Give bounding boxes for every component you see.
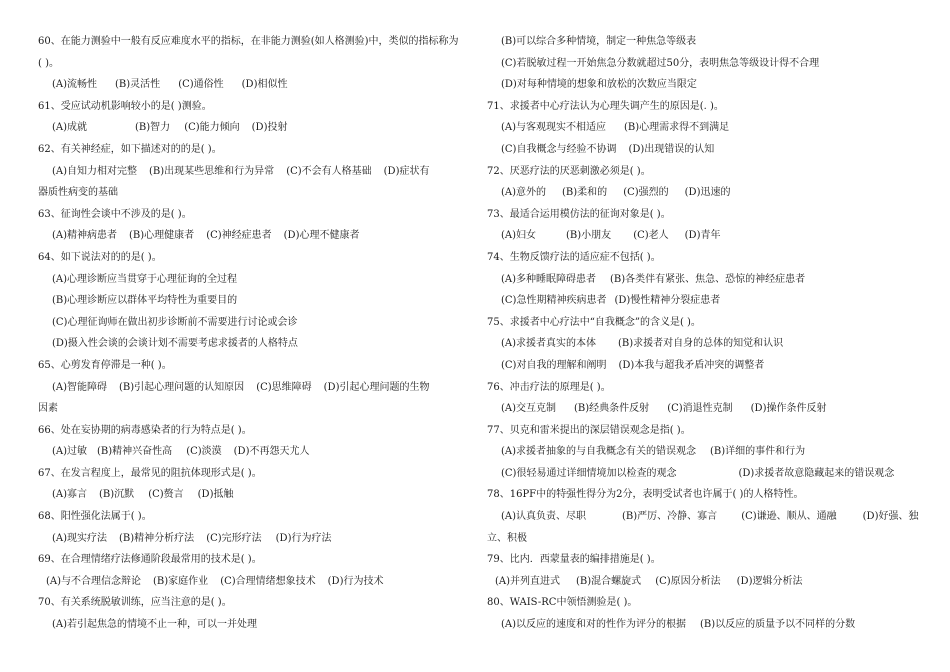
question-text: 63、征询性会谈中不涉及的是( )。 — [38, 208, 192, 220]
options-row — [38, 614, 470, 636]
options-row — [38, 484, 470, 506]
question-text: 立、积极 — [487, 532, 527, 544]
question-text: 76、冲击疗法的原理是( )。 — [487, 381, 611, 393]
option-item: (D)好强、独 — [862, 511, 919, 523]
option-item: (A)多种睡眠障碍患者 — [501, 273, 597, 285]
option-item: (C)不会有人格基础 — [286, 165, 372, 177]
question-text: 68、阳性强化法属于( )。 — [38, 511, 152, 523]
question-text: 72、厌恶疗法的厌恶刺激必须是( )。 — [487, 165, 651, 177]
option-item: (B)详细的事件和行为 — [710, 446, 806, 458]
option-item: (A)求援者抽象的与自我概念有关的错误观念 — [501, 446, 697, 458]
option-item: (A)妇女 — [501, 230, 537, 242]
options-row — [38, 269, 470, 291]
option-item: (B)精神分析疗法 — [119, 532, 195, 544]
question-text: 61、受应试动机影响较小的是( )测验。 — [38, 100, 212, 112]
option-item: (B)柔和的 — [562, 187, 608, 199]
option-item: (B)智力 — [135, 122, 171, 134]
option-item: (D)投射 — [251, 122, 288, 134]
option-item: (D)摄入性会谈的会谈计划不需要考虑求援者的人格特点 — [52, 338, 298, 350]
option-item: (C)急性期精神疾病患者 — [501, 295, 607, 307]
options-row — [487, 398, 919, 420]
option-item: (A)成就 — [52, 122, 88, 134]
option-item: (A)并列直进式 — [495, 575, 561, 587]
option-item: (B)引起心理问题的认知原因 — [119, 381, 245, 393]
option-item: (B)沉默 — [99, 489, 135, 501]
option-item: (D)操作条件反射 — [750, 403, 827, 415]
question-text: 65、心剪发育停滞是一种( )。 — [38, 359, 172, 371]
option-item: (D)行为技术 — [327, 575, 384, 587]
option-item: (D)行为疗法 — [275, 532, 332, 544]
question-text: 67、在发言程度上，最常见的阻抗体现形式是( )。 — [38, 467, 262, 479]
option-item: (C)心理征询师在做出初步诊断前不需要进行讨论或会诊 — [52, 316, 298, 328]
option-item: (B)求援者对自身的总体的知觉和认识 — [618, 338, 784, 350]
option-item: (D)逻辑分析法 — [736, 575, 803, 587]
option-item: (A)智能障碍 — [52, 381, 108, 393]
option-item: (D)青年 — [684, 230, 721, 242]
question-text: 60、在能力测验中一般有反应难度水平的指标，在非能力测验(如人格测验)中，类似的指标称为 — [38, 36, 459, 47]
option-item: (C)通俗性 — [178, 79, 224, 91]
options-row — [487, 53, 919, 75]
option-item: (D)抵触 — [197, 489, 234, 501]
option-item: (A)精神病患者 — [52, 230, 118, 242]
options-row — [38, 225, 470, 247]
options-row — [38, 74, 470, 96]
options-row — [38, 161, 470, 183]
option-item: (C)完形疗法 — [206, 532, 262, 544]
option-item: (B)出现某些思维和行为异常 — [149, 165, 275, 177]
option-item: (C)消退性克制 — [667, 403, 733, 415]
option-item: (B)混合螺旋式 — [576, 575, 642, 587]
question-text: 因素 — [38, 403, 58, 415]
option-item: (C)老人 — [633, 230, 669, 242]
options-row — [487, 182, 919, 204]
options-row — [487, 31, 919, 53]
question-text: 64、如下说法对的的是( )。 — [38, 251, 162, 263]
options-row — [487, 614, 919, 636]
option-item: (A)求援者真实的本体 — [501, 338, 597, 350]
right-column — [487, 31, 919, 636]
options-row — [38, 290, 470, 312]
option-item: (A)自知力相对完整 — [52, 165, 138, 177]
question-text: ( )。 — [38, 57, 59, 69]
question-text: 79、比内．西蒙量表的编排措施是( )。 — [487, 554, 661, 566]
options-row — [38, 377, 470, 399]
options-row — [38, 312, 470, 334]
options-row — [487, 463, 919, 485]
option-item: (B)心理需求得不到满足 — [624, 122, 730, 134]
option-item: (D)迅速的 — [684, 187, 731, 199]
question-text: 70、有关系统脱敏训练，应当注意的是( )。 — [38, 597, 232, 609]
option-item: (C)神经症患者 — [206, 230, 272, 242]
option-item: (A)寡言 — [52, 489, 88, 501]
option-item: (C)思维障碍 — [256, 381, 312, 393]
option-item: (C)自我概念与经验不协调 — [501, 143, 617, 155]
option-item: (A)交互克制 — [501, 403, 557, 415]
option-item: (C)对自我的理解和阐明 — [501, 359, 607, 371]
question-text: 75、求援者中心疗法中“自我概念”的含义是( )。 — [487, 316, 701, 328]
options-row — [38, 333, 470, 355]
question-text: 器质性病变的基础 — [38, 187, 118, 199]
options-row — [487, 139, 919, 161]
option-item: (A)意外的 — [501, 187, 547, 199]
option-item: (B)小朋友 — [566, 230, 612, 242]
options-row — [487, 269, 919, 291]
option-item: (B)严厉、冷静、寡言 — [622, 511, 718, 523]
options-row — [487, 355, 919, 377]
options-row — [487, 74, 919, 96]
options-row — [487, 117, 919, 139]
option-item: (C)合理情绪想象技术 — [220, 575, 316, 587]
options-row — [487, 506, 919, 528]
option-item: (A)认真负责、尽职 — [501, 511, 587, 523]
option-item: (B)经典条件反射 — [574, 403, 650, 415]
option-item: (D)求援者故意隐藏起来的错误观念 — [738, 467, 895, 479]
options-row — [487, 571, 919, 593]
option-item: (B)可以综合多种情境，制定一种焦急等级表 — [501, 36, 697, 47]
option-item: (B)以反应的质量予以不同样的分数 — [700, 619, 856, 631]
option-item: (A)现实疗法 — [52, 532, 108, 544]
option-item: (A)心理诊断应当贯穿于心理征询的全过程 — [52, 273, 238, 285]
option-item: (C)强烈的 — [623, 187, 669, 199]
options-row — [38, 441, 470, 463]
options-row — [38, 528, 470, 550]
option-item: (C)原因分析法 — [655, 575, 721, 587]
option-item: (C)若脱敏过程一开始焦急分数就超过50分，表明焦急等级设计得不合理 — [501, 57, 820, 69]
option-item: (B)心理诊断应以群体平均特性为重要目的 — [52, 295, 238, 307]
question-text: 74、生物反馈疗法的适应症不包括( )。 — [487, 251, 661, 263]
option-item: (B)家庭作业 — [153, 575, 209, 587]
option-item: (D)相似性 — [241, 79, 288, 91]
question-text: 73、最适合运用模仿法的征询对象是( )。 — [487, 208, 671, 220]
option-item: (D)出现错误的认知 — [628, 143, 715, 155]
question-text: 80、WAIS-RC中领悟测验是( )。 — [487, 597, 638, 609]
options-row — [487, 225, 919, 247]
options-row — [38, 117, 470, 139]
option-item: (B)各类伴有紧张、焦急、恐惊的神经症患者 — [610, 273, 806, 285]
option-item: (D)引起心理问题的生物 — [323, 381, 430, 393]
option-item: (A)与客观现实不相适应 — [501, 122, 607, 134]
options-row — [487, 290, 919, 312]
left-column — [38, 31, 470, 636]
option-item: (B)灵活性 — [115, 79, 161, 91]
option-item: (D)本我与超我矛盾冲突的调整者 — [618, 359, 765, 371]
option-item: (A)流畅性 — [52, 79, 98, 91]
option-item: (A)过敏 — [52, 446, 88, 458]
option-item: (C)谦逊、顺从、通融 — [741, 511, 837, 523]
option-item: (C)能力倾向 — [184, 122, 240, 134]
option-item: (D)慢性精神分裂症患者 — [614, 295, 721, 307]
question-text: 71、求援者中心疗法认为心理失调产生的原因是(. )。 — [487, 100, 724, 112]
option-item: (C)赘言 — [148, 489, 184, 501]
option-item: (D)不再怨天尤人 — [233, 446, 310, 458]
option-item: (D)心理不健康者 — [283, 230, 360, 242]
option-item: (D)症状有 — [383, 165, 430, 177]
option-item: (A)以反应的速度和对的性作为评分的根据 — [501, 619, 687, 631]
options-row — [38, 571, 470, 593]
option-item: (C)淡漠 — [186, 446, 222, 458]
question-text: 66、处在妄协期的病毒感染者的行为特点是( )。 — [38, 424, 252, 436]
option-item: (B)心理健康者 — [129, 230, 195, 242]
question-text: 77、贝克和雷米提出的深层错误观念是指( )。 — [487, 424, 691, 436]
option-item: (A)与不合理信念辩论 — [46, 575, 142, 587]
option-item: (B)精神兴奋性高 — [97, 446, 173, 458]
question-text: 78、16PF中的特强性得分为2分，表明受试者也许属于( )的人格特性。 — [487, 489, 804, 501]
options-row — [487, 441, 919, 463]
question-text: 69、在合理情绪疗法修通阶段最常用的技术是( )。 — [38, 554, 262, 566]
options-row — [487, 333, 919, 355]
option-item: (A)若引起焦急的情境不止一种，可以一并处理 — [52, 619, 258, 631]
option-item: (D)对每种情境的想象和放松的次数应当限定 — [501, 79, 697, 91]
option-item: (C)很轻易通过详细情境加以检查的观念 — [501, 467, 677, 479]
question-text: 62、有关神经症，如下描述对的的是( )。 — [38, 143, 222, 155]
